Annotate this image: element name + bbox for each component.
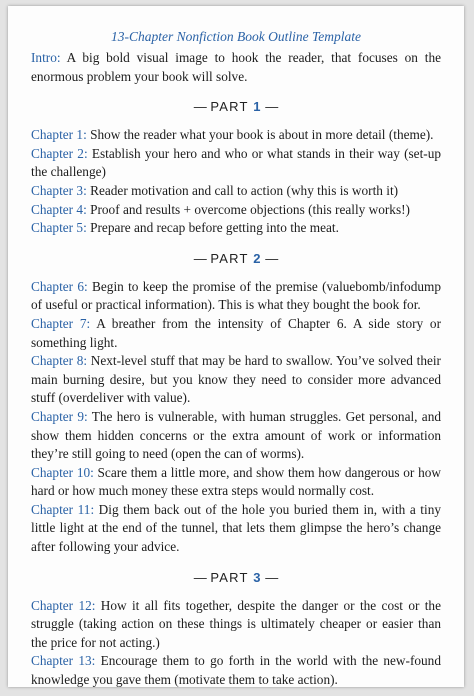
chapter-text: Reader motivation and call to action (why this is worth it)	[86, 182, 399, 198]
chapter-label: Chapter 2:	[31, 145, 88, 161]
chapter-label: Chapter 11:	[31, 501, 95, 517]
document-page	[8, 6, 464, 687]
chapter-text: Begin to keep the promise of the premise (valuebomb/infodump of useful or practical information). This is what they bought the book for.	[31, 278, 441, 313]
intro-text: A big bold visual image to hook the reader, that focuses on the enormous problem your book will solve.	[31, 50, 441, 84]
chapter-label: Chapter 6:	[31, 278, 88, 294]
chapter-text: The hero is vulnerable, with human struggles. Get personal, and show them hidden concerns or the extra amount of work or information they’re still going to need (open the can of worms).	[31, 408, 441, 462]
chapter-label: Chapter 9:	[31, 408, 88, 424]
chapter-5-item	[31, 219, 441, 238]
part-word: PART	[210, 99, 249, 115]
part-1-heading: — PART 1 —	[193, 99, 279, 115]
intro-paragraph	[31, 49, 441, 86]
intro-label: Intro:	[31, 50, 61, 65]
chapter-1-item	[31, 126, 441, 145]
chapter-9-item	[31, 408, 441, 464]
part-number: 1	[253, 99, 262, 115]
chapter-label: Chapter 3:	[31, 182, 87, 198]
part-number: 3	[253, 569, 262, 585]
chapter-label: Chapter 7:	[31, 315, 91, 331]
chapter-text: Dig them back out of the hole you buried them in, with a tiny little light at the end of the tunnel, that lets them glimpse the hero’s change after following your advice.	[31, 501, 441, 555]
chapter-text: Show the reader what your book is about in more detail (theme).	[86, 127, 434, 143]
document-title: 13-Chapter Nonfiction Book Outline Template	[111, 29, 361, 44]
chapter-label: Chapter 4:	[31, 201, 87, 217]
part-word: PART	[210, 250, 249, 266]
chapter-11-item	[31, 501, 441, 557]
chapter-text: Next-level stuff that may be hard to swallow. You’ve solved their main burning desire, but you know they need to consider more advanced stuff (overdeliver with value).	[31, 353, 441, 406]
chapter-label: Chapter 12:	[31, 597, 96, 613]
part-number: 2	[253, 250, 262, 266]
part-3-heading: — PART 3 —	[193, 569, 279, 585]
chapter-label: Chapter 5:	[31, 220, 87, 236]
chapter-2-item	[31, 145, 441, 182]
chapter-4-item	[31, 201, 441, 220]
chapter-label: Chapter 1:	[31, 127, 87, 143]
chapter-text: Prepare and recap before getting into the meat.	[86, 220, 339, 236]
chapter-text: Establish your hero and who or what stands in their way (set-up the challenge)	[31, 145, 441, 180]
chapter-6-item	[31, 278, 441, 315]
chapter-text: Proof and results + overcome objections (this really works!)	[86, 201, 410, 217]
chapter-text: A breather from the intensity of Chapter 6. A side story or something light.	[31, 315, 441, 350]
chapter-label: Chapter 10:	[31, 464, 94, 480]
chapter-8-item	[31, 352, 441, 408]
chapter-text: How it all fits together, despite the danger or the cost or the struggle (taking action on these things is ultimately cheaper or easier than the price for not acting.)	[31, 597, 441, 650]
chapter-text: Encourage them to go forth in the world with the new-found knowledge you gave them (motivate them to take action).	[31, 653, 441, 688]
chapter-10-item	[31, 464, 441, 501]
part-2-heading: — PART 2 —	[193, 250, 279, 266]
chapter-13-item	[31, 652, 441, 689]
chapter-label: Chapter 13:	[31, 653, 96, 669]
chapter-3-item	[31, 182, 441, 201]
chapter-12-item	[31, 597, 441, 653]
chapter-7-item	[31, 315, 441, 352]
chapter-text: Scare them a little more, and show them how dangerous or how hard or how much money these extra steps would normally cost.	[31, 464, 441, 499]
part-word: PART	[210, 569, 249, 585]
chapter-label: Chapter 8:	[31, 353, 88, 369]
